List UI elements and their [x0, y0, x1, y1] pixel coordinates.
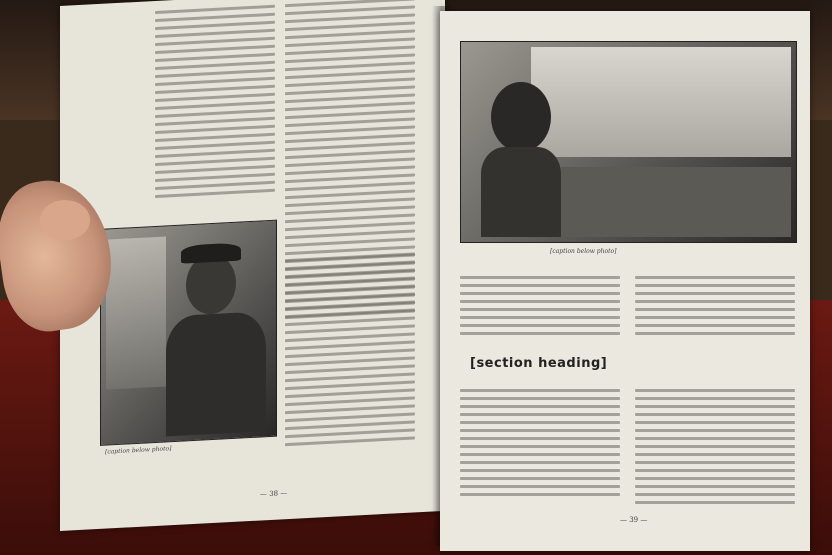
right-text-upper-left [460, 276, 620, 340]
photo-woman-operator [460, 41, 797, 243]
photo-man-at-controls [100, 220, 277, 446]
left-photo-caption: [caption below photo] [105, 445, 172, 456]
right-page-number: — 39 — [620, 516, 648, 524]
right-text-upper-right [635, 276, 795, 340]
thumb [40, 200, 90, 240]
section-heading: [section heading] [470, 356, 608, 371]
open-book [60, 6, 810, 546]
right-text-lower-right [635, 389, 795, 509]
right-photo-caption: [caption below photo] [550, 248, 617, 255]
right-page [440, 11, 810, 551]
left-text-column-1 [155, 5, 275, 203]
left-page [60, 0, 445, 531]
left-page-number: — 38 — [260, 489, 288, 499]
right-text-lower-left [460, 389, 620, 501]
left-text-column-2-lower [285, 252, 415, 451]
